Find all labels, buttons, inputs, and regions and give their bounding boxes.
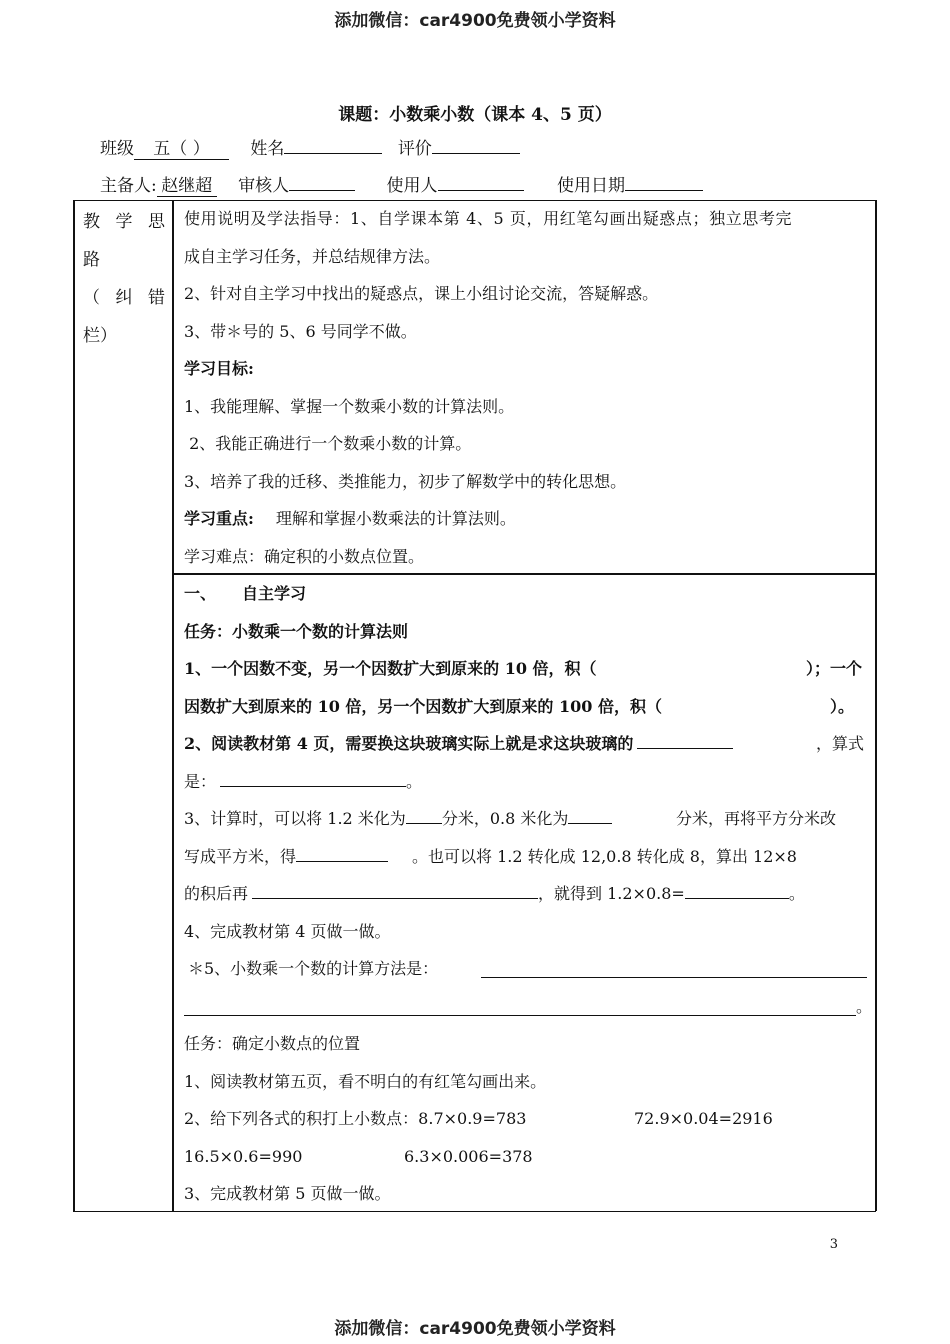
- self-study-section: [184, 575, 873, 1213]
- t2-part-c: 16.5×0.6=990: [184, 1146, 303, 1166]
- goal-2: 2、我能正确进行一个数乘小数的计算。: [184, 434, 472, 453]
- q3-part-a: 3、计算时，可以将 1.2 米化为: [184, 809, 406, 828]
- q5-end: 。: [856, 996, 873, 1016]
- instruction-line-3: 2、针对自主学习中找出的疑惑点，课上小组讨论交流，答疑解惑。: [184, 284, 659, 303]
- focus-label: 学习重点:: [184, 509, 254, 528]
- left-col-line-3: （ 纠 错: [83, 288, 165, 308]
- t3: 3、完成教材第 5 页做一做。: [184, 1184, 391, 1203]
- q2-blank-2[interactable]: [220, 785, 406, 787]
- page-number: 3: [829, 1237, 838, 1252]
- t2-part-b: 72.9×0.04=2916: [634, 1109, 773, 1128]
- reviewer-label: 审核人: [238, 176, 290, 196]
- q3-part-h: 。: [788, 884, 805, 903]
- preparer-value: 赵继超: [157, 171, 217, 197]
- eval-label: 评价: [397, 139, 432, 159]
- q3-part-c: 分米，再将平方分米改: [676, 809, 837, 828]
- instruction-line-2: 成自主学习任务，并总结规律方法。: [184, 246, 441, 266]
- task-1-title: 任务：小数乘一个数的计算法则: [184, 621, 409, 641]
- preparer-info-row: [100, 171, 703, 197]
- t2-part-a: 2、给下列各式的积打上小数点：8.7×0.9=783: [184, 1109, 527, 1128]
- date-blank[interactable]: [625, 174, 703, 191]
- q3-part-f: 的积后再: [184, 884, 249, 903]
- goal-3: 3、培养了我的迁移、类推能力，初步了解数学中的转化思想。: [184, 471, 627, 491]
- watermark-top: 添加微信：car4900免费领小学资料: [334, 11, 616, 31]
- t2-part-d: 6.3×0.006=378: [404, 1146, 533, 1166]
- q5-blank-2[interactable]: [184, 1014, 856, 1016]
- left-col-line-1: 教 学 思: [83, 212, 165, 232]
- name-blank[interactable]: [284, 137, 382, 154]
- class-label: 班级: [100, 139, 134, 159]
- name-label: 姓名: [250, 139, 285, 159]
- left-col-line-2: 路: [83, 250, 100, 270]
- q4: 4、完成教材第 4 页做一做。: [184, 921, 391, 941]
- class-value: 五（ ）: [134, 134, 229, 160]
- q1-part-b: ）；一个: [806, 659, 863, 678]
- q3-part-e: 。也可以将 1.2 转化成 12,0.8 转化成 8，算出 12×8: [412, 846, 797, 866]
- table-border-left: [73, 200, 75, 1211]
- q1-part-d: ）。: [830, 696, 855, 716]
- q5: ＊5、小数乘一个数的计算方法是：: [188, 959, 439, 978]
- user-blank[interactable]: [438, 174, 524, 191]
- user-label: 使用人: [386, 176, 438, 196]
- q1-part-c: 因数扩大到原来的 10 倍，另一个因数扩大到原来的 100 倍，积（: [184, 696, 662, 716]
- table-column-divider: [172, 200, 174, 1211]
- date-label: 使用日期: [556, 176, 625, 196]
- q2-part-a: 2、阅读教材第 4 页，需要换这块玻璃实际上就是求这块玻璃的: [184, 734, 634, 753]
- instruction-line-4: 3、带＊号的 5、6 号同学不做。: [184, 321, 417, 341]
- q2-part-d: 。: [406, 771, 423, 791]
- task-2-title: 任务：确定小数点的位置: [184, 1034, 361, 1053]
- instruction-line-1: 使用说明及学法指导：1、自学课本第 4、5 页，用红笔勾画出疑惑点；独立思考完: [184, 209, 793, 228]
- q3-blank-4[interactable]: [252, 897, 538, 899]
- q2-blank-1[interactable]: [637, 747, 733, 749]
- q3-part-d: 写成平方米，得: [184, 846, 297, 866]
- preparer-label: 主备人:: [100, 176, 157, 196]
- q1-part-a: 1、一个因数不变，另一个因数扩大到原来的 10 倍，积（: [184, 659, 597, 678]
- table-border-right: [875, 200, 877, 1211]
- q5-blank-1[interactable]: [481, 976, 867, 978]
- q3-part-b: 分米，0.8 米化为: [441, 809, 569, 828]
- heading-text: 自主学习: [242, 584, 307, 603]
- watermark-bottom: 添加微信：car4900免费领小学资料: [334, 1319, 616, 1339]
- difficulty: 学习难点：确定积的小数点位置。: [184, 546, 425, 566]
- goals-title: 学习目标:: [184, 359, 254, 378]
- eval-blank[interactable]: [432, 137, 520, 154]
- q3-blank-1[interactable]: [406, 822, 442, 824]
- correction-column-label: [83, 203, 165, 355]
- q3-blank-2[interactable]: [568, 822, 612, 824]
- t1: 1、阅读教材第五页，看不明白的有红笔勾画出来。: [184, 1071, 547, 1091]
- goal-1: 1、我能理解、掌握一个数乘小数的计算法则。: [184, 396, 515, 416]
- left-col-line-4: 栏）: [83, 326, 117, 346]
- focus-text: 理解和掌握小数乘法的计算法则。: [275, 509, 516, 528]
- q2-part-c: 是：: [184, 771, 217, 791]
- page-title: 课题：小数乘小数（课本 4、5 页）: [338, 105, 612, 125]
- q3-blank-3[interactable]: [296, 860, 388, 862]
- q3-part-g: ，就得到 1.2×0.8=: [538, 884, 685, 903]
- q2-part-b: ，算式: [816, 734, 865, 753]
- instructions-section: [184, 200, 869, 575]
- reviewer-blank[interactable]: [289, 174, 355, 191]
- heading-number: 一、: [184, 584, 217, 603]
- q3-blank-5[interactable]: [685, 897, 789, 899]
- class-info-row: [100, 134, 520, 160]
